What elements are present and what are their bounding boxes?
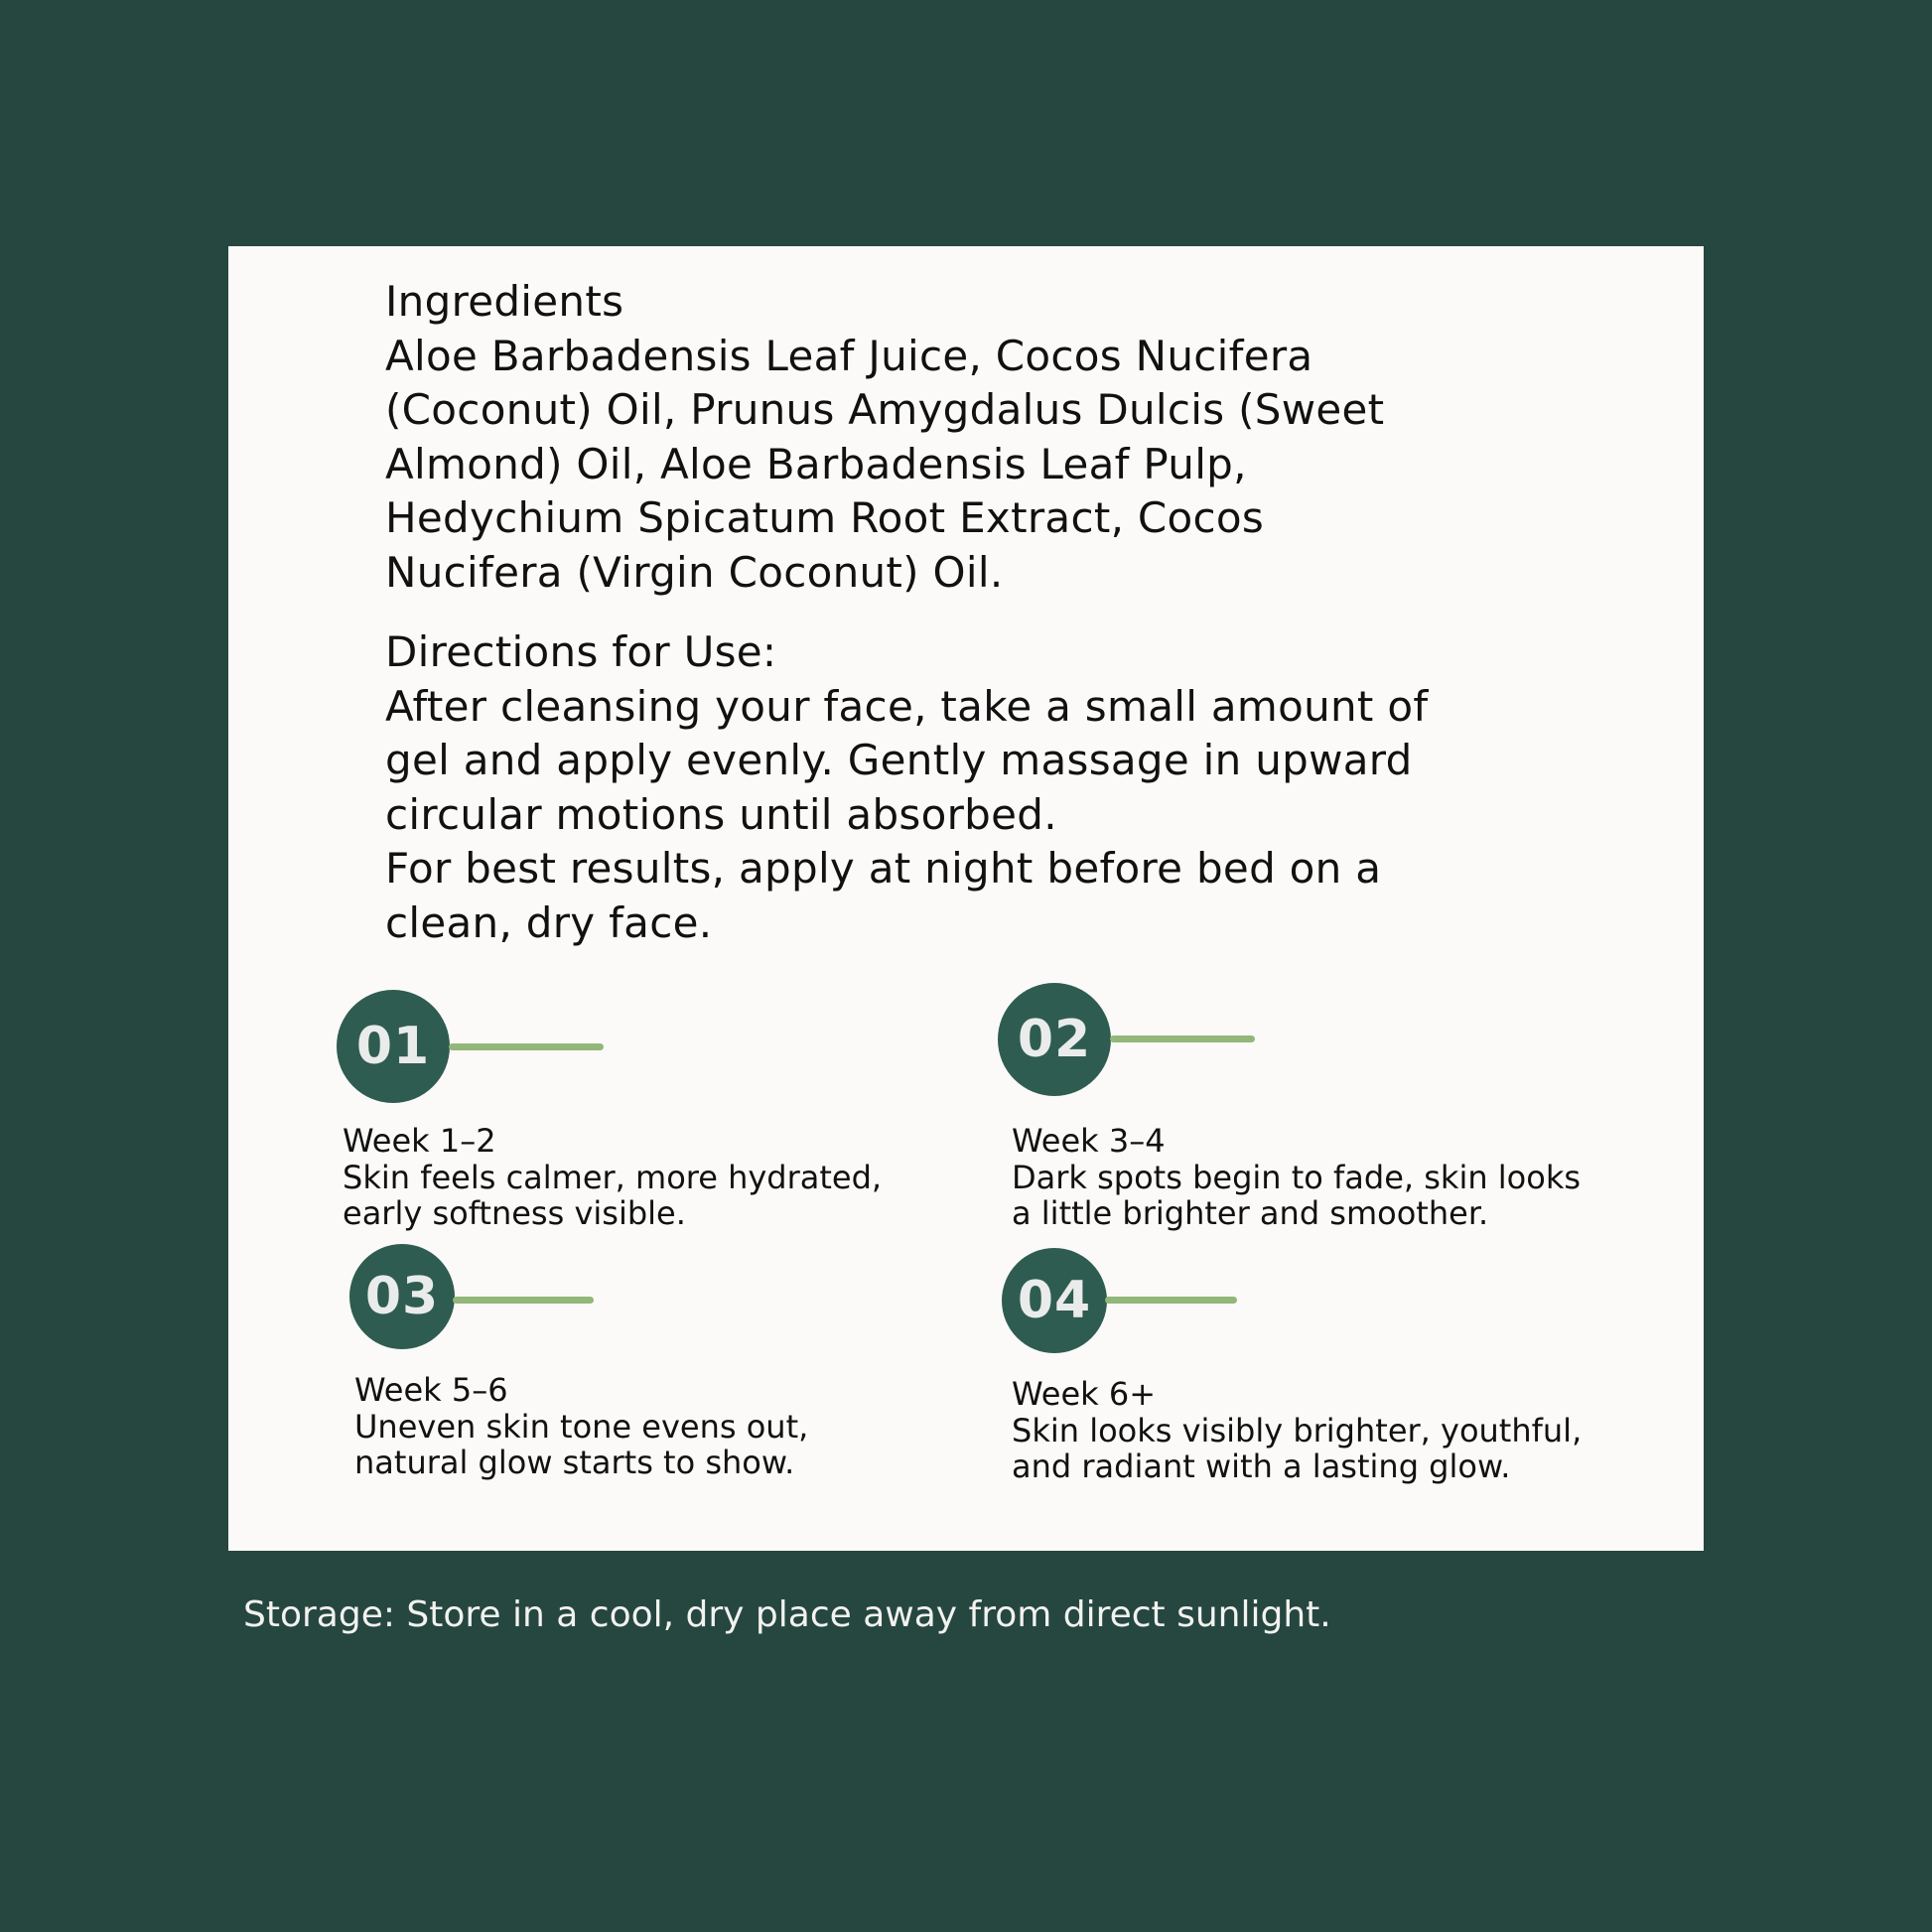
step-number-badge: 03 [349,1244,455,1349]
step-accent-line [453,1297,594,1304]
step-description [1012,1123,1581,1232]
step-description [1012,1376,1582,1485]
step-week-label: Week 5–6 [354,1371,508,1409]
step-text-line: Skin looks visibly brighter, youthful, [1012,1411,1583,1449]
ingredients-line: Hedychium Spicatum Root Extract, Cocos [385,493,1265,542]
step-description [354,1372,808,1481]
step-week-label: Week 1–2 [343,1122,496,1160]
directions-line: circular motions until absorbed. [385,789,1057,839]
step-text-line: natural glow starts to show. [354,1444,795,1481]
directions-heading: Directions for Use: [385,627,777,676]
step-week-label: Week 3–4 [1012,1122,1166,1160]
directions-line: For best results, apply at night before bed on a [385,844,1382,893]
directions-line: clean, dry face. [385,897,713,947]
step-text-line: and radiant with a lasting glow. [1012,1448,1511,1485]
step-text-line: Skin feels calmer, more hydrated, [343,1158,883,1196]
ingredients-line: (Coconut) Oil, Prunus Amygdalus Dulcis (Sweet [385,385,1385,434]
step-accent-line [449,1043,604,1050]
step-accent-line [1110,1035,1255,1042]
step-description [343,1123,882,1232]
directions-line: After cleansing your face, take a small amount of [385,681,1429,731]
step-text-line: Dark spots begin to fade, skin looks [1012,1158,1582,1196]
storage-note: Storage: Store in a cool, dry place away from direct sunlight. [243,1594,1331,1635]
step-number-badge: 02 [998,983,1111,1096]
ingredients-line: Almond) Oil, Aloe Barbadensis Leaf Pulp, [385,439,1247,488]
directions-section [385,625,1606,950]
step-text-line: early softness visible. [343,1194,686,1232]
step-text-line: Uneven skin tone evens out, [354,1407,809,1446]
directions-line: gel and apply evenly. Gently massage in upward [385,736,1413,784]
step-week-label: Week 6+ [1012,1375,1157,1413]
ingredients-section [385,275,1606,600]
step-accent-line [1105,1297,1237,1304]
ingredients-line: Aloe Barbadensis Leaf Juice, Cocos Nucifera [385,331,1313,380]
step-text-line: a little brighter and smoother. [1012,1194,1489,1232]
ingredients-heading: Ingredients [385,277,624,326]
ingredients-line: Nucifera (Virgin Coconut) Oil. [385,547,1004,597]
step-number-badge: 01 [337,990,450,1103]
step-number-badge: 04 [1002,1248,1107,1353]
